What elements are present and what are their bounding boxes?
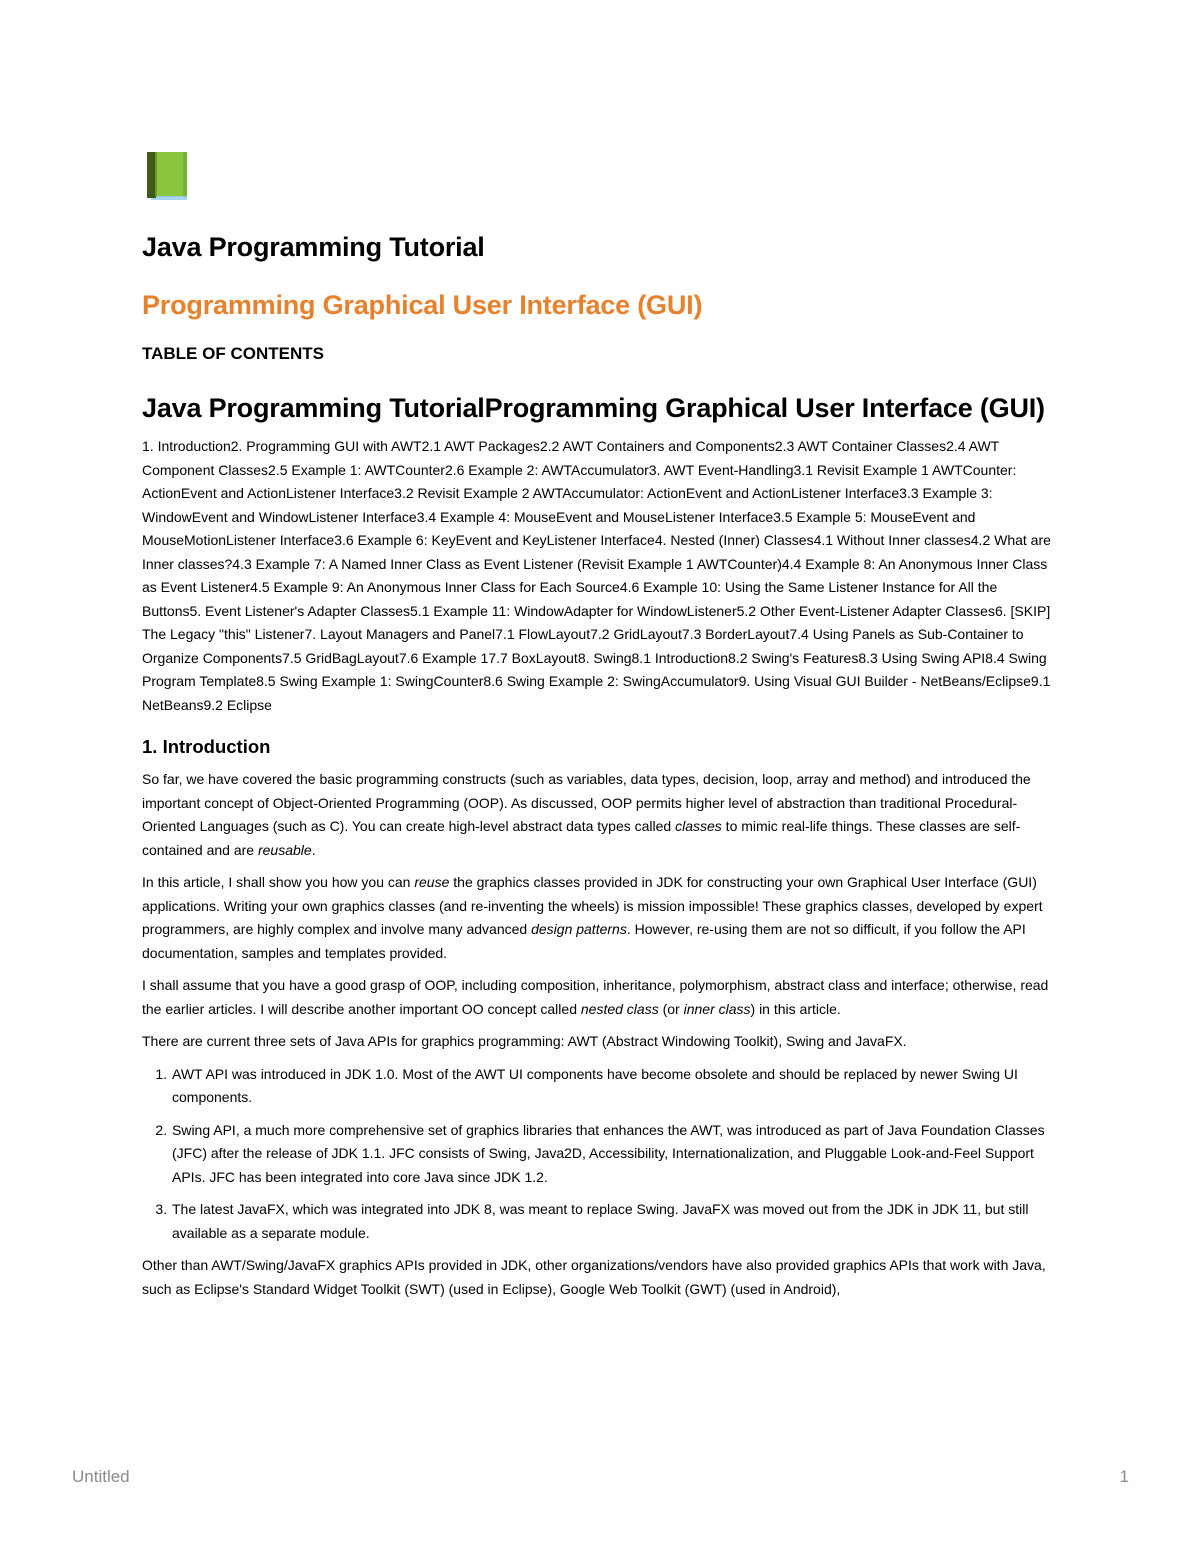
- document-body: [142, 150, 1057, 1310]
- emphasis-inner-class: inner class: [683, 1000, 751, 1017]
- intro-paragraph-3: I shall assume that you have a good grasp of OOP, including composition, inheritance, polymorphism, abstract class and interface; otherwise, read the earlier articles. I will describe another important OO concept called nested class (or inner class) in this article.: [142, 977, 1049, 1017]
- list-item: 3. The latest JavaFX, which was integrated into JDK 8, was meant to replace Swing. JavaFX was moved out from the JDK in JDK 11, but still available as a separate module.: [171, 1198, 1057, 1245]
- graphics-api-list: [142, 1063, 1057, 1246]
- main-heading: Java Programming TutorialProgramming Graphical User Interface (GUI): [142, 393, 1045, 423]
- list-item: 1. AWT API was introduced in JDK 1.0. Most of the AWT UI components have become obsolete and should be replaced by newer Swing UI components.: [171, 1063, 1057, 1110]
- green-book-icon: [142, 150, 1057, 202]
- emphasis-reuse: reuse: [414, 874, 450, 890]
- emphasis-reusable: reusable: [257, 841, 312, 858]
- list-item: 2. Swing API, a much more comprehensive set of graphics libraries that enhances the AWT, was introduced as part of Java Foundation Classes (JFC) after the release of JDK 1.1. JFC consists of Swing, Java2D, Accessibility, Internationalization, and Pluggable Look-and-Feel Support APIs. JFC has been integrated into core Java since JDK 1.2.: [171, 1119, 1057, 1190]
- tutorial-title: Java Programming Tutorial: [142, 232, 485, 262]
- table-of-contents-text: 1. Introduction2. Programming GUI with AWT2.1 AWT Packages2.2 AWT Containers and Components2.3 AWT Container Classes2.4 AWT Component Classes2.5 Example 1: AWTCounter2.6 Example 2: AWTAccumulator3. AWT Event-Handling3.1 Revisit Example 1 AWTCounter: ActionEvent and ActionListener Interface3.2 Revisit Example 2 AWTAccumulator: ActionEvent and ActionListener Interface3.3 Example 3: WindowEvent and WindowListener Interface3.4 Example 4: MouseEvent and MouseListener Interface3.5 Example 5: MouseEvent and MouseMotionListener Interface3.6 Example 6: KeyEvent and KeyListener Interface4. Nested (Inner) Classes4.1 Without Inner classes4.2 What are Inner classes?4.3 Example 7: A Named Inner Class as Event Listener (Revisit Example 1 AWTCounter)4.4 Example 8: An Anonymous Inner Class as Event Listener4.5 Example 9: An Anonymous Inner Class for Each Source4.6 Example 10: Using the Same Listener Instance for All the Buttons5. Event Listener's Adapter Classes5.1 Example 11: WindowAdapter for WindowListener5.2 Other Event-Listener Adapter Classes6. [SKIP] The Legacy "this" Listener7. Layout Managers and Panel7.1 FlowLayout7.2 GridLayout7.3 BorderLayout7.4 Using Panels as Sub-Container to Organize Components7.5 GridBagLayout7.6 Example 17.7 BoxLayout8. Swing8.1 Introduction8.2 Swing's Features8.3 Using Swing API8.4 Swing Program Template8.5 Swing Example 1: SwingCounter8.6 Swing Example 2: SwingAccumulator9. Using Visual GUI Builder - NetBeans/Eclipse9.1 NetBeans9.2 Eclipse: [142, 438, 1051, 713]
- footer-document-name: Untitled: [72, 1467, 130, 1486]
- article-subtitle: Programming Graphical User Interface (GUI): [142, 290, 703, 320]
- intro-paragraph-1: So far, we have covered the basic programming constructs (such as variables, data types, decision, loop, array and method) and introduced the important concept of Object-Oriented Programming (OOP). As discussed, OOP permits higher level of abstraction than traditional Procedural-Oriented Languages (such as C). You can create high-level abstract data types called classes to mimic real-life things. These classes are self-contained and are reusable.: [142, 771, 1031, 858]
- emphasis-nested-class: nested class: [580, 1000, 659, 1017]
- introduction-heading: 1. Introduction: [142, 736, 271, 757]
- intro-paragraph-5: Other than AWT/Swing/JavaFX graphics APIs provided in JDK, other organizations/vendors have also provided graphics APIs that work with Java, such as Eclipse's Standard Widget Toolkit (SWT) (used in Eclipse), Google Web Toolkit (GWT) (used in Android),: [142, 1257, 1046, 1297]
- emphasis-design-patterns: design patterns: [531, 921, 627, 937]
- emphasis-classes: classes: [675, 818, 722, 834]
- intro-paragraph-4: There are current three sets of Java APIs for graphics programming: AWT (Abstract Windowing Toolkit), Swing and JavaFX.: [142, 1033, 907, 1049]
- table-of-contents-label: TABLE OF CONTENTS: [142, 344, 324, 363]
- footer-page-number: 1: [1119, 1467, 1129, 1486]
- intro-paragraph-2: In this article, I shall show you how you can reuse the graphics classes provided in JDK for constructing your own Graphical User Interface (GUI) applications. Writing your own graphics classes (and re-inventing the wheels) is mission impossible! These graphics classes, developed by expert programmers, are highly complex and involve many advanced design patterns. However, re-using them are not so difficult, if you follow the API documentation, samples and templates provided.: [142, 874, 1043, 961]
